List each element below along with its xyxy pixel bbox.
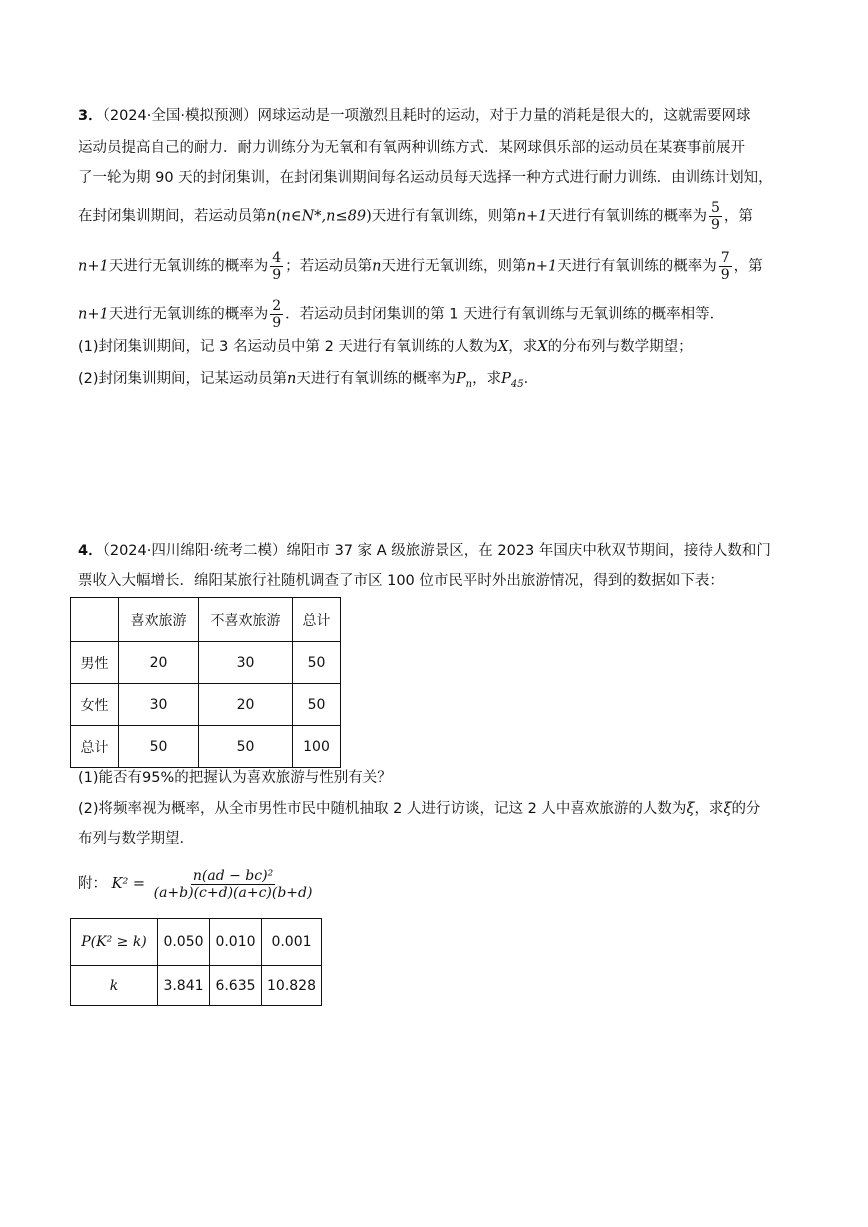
problem3-source: （2024·全国·模拟预测） xyxy=(102,108,258,124)
problem3-line1 xyxy=(78,106,750,126)
problem4-question2: (2)将频率视为概率，从全市男性市民中随机抽取 2 人进行访谈，记这 2 人中喜欢旅游的人数为ξ，求ξ的分 xyxy=(78,801,761,817)
problem3-text: 网球运动是一项激烈且耗时的运动，对于力量的消耗是很大的，这就需要网球 xyxy=(257,108,751,124)
table-row: k 3.841 6.635 10.828 xyxy=(71,966,322,1006)
k-squared-fraction: $\frac{\text{n(ad − bc)²}}{(a+b)(c+d)(a+c)(b+d)}$ xyxy=(153,867,313,901)
fraction-7-9: $\frac{7}{9}$ xyxy=(720,250,730,283)
problem3-line2: 运动员提高自己的耐力．耐力训练分为无氧和有氧两种训练方式．某网球俱乐部的运动员在某赛事前展开 xyxy=(78,140,745,156)
survey-table xyxy=(70,597,341,768)
problem3-line3: 了一轮为期 90 天的封闭集训，在封闭集训期间每名运动员每天选择一种方式进行耐力训练．由训练计划知， xyxy=(78,170,773,186)
problem4-number: 4． xyxy=(78,543,103,559)
fraction-5-9: $\frac{5}{9}$ xyxy=(710,200,720,233)
table-row: 喜欢旅游 不喜欢旅游 总计 xyxy=(71,598,341,642)
problem4-line1: 4．（2024·四川绵阳·统考二模）绵阳市 37 家 A 级旅游景区，在 2023 年国庆中秋双节期间，接待人数和门 xyxy=(78,543,771,559)
problem4-question1: (1)能否有95%的把握认为喜欢旅游与性别有关？ xyxy=(78,770,392,786)
problem3-line6: n+1天进行无氧训练的概率为 $\frac{2}{9}$ ．若运动员封闭集训的第 1 天进行有氧训练与无氧训练的概率相等． xyxy=(78,298,725,331)
appendix-formula: 附： K² = $\frac{\text{n(ad − bc)²}}{(a+b)(c+d)(a+c)(b+d)}$ xyxy=(78,867,313,901)
critical-value-table xyxy=(70,918,322,1006)
condition: n∈N*,n≤89 xyxy=(281,208,367,225)
fraction-4-9: $\frac{4}{9}$ xyxy=(272,250,282,283)
table-row: 女性 30 20 50 xyxy=(71,684,341,726)
problem3-question1: (1)封闭集训期间，记 3 名运动员中第 2 天进行有氧训练的人数为X，求X的分布列与数学期望； xyxy=(78,339,693,355)
problem4-line2: 票收入大幅增长．绵阳某旅行社随机调查了市区 100 位市民平时外出旅游情况，得到的数据如下表： xyxy=(78,573,724,589)
problem3-number: 3． xyxy=(78,108,103,124)
var-n: n xyxy=(266,208,276,225)
table-row: 总计 50 50 100 xyxy=(71,726,341,768)
table-row: 男性 20 30 50 xyxy=(71,642,341,684)
fraction-2-9: $\frac{2}{9}$ xyxy=(272,298,282,331)
problem3-line4: 在封闭集训期间，若运动员第n(n∈N*,n≤89)天进行有氧训练，则第n+1天进行有氧训练的概率为 $\frac{5}{9}$ ，第 xyxy=(78,200,753,233)
problem3-line5: n+1天进行无氧训练的概率为 $\frac{4}{9}$ ；若运动员第n天进行无氧训练，则第n+1天进行有氧训练的概率为 $\frac{7}{9}$ ，第 xyxy=(78,250,763,283)
problem4-question2-cont: 布列与数学期望． xyxy=(78,831,194,847)
problem3-question2: (2)封闭集训期间，记某运动员第n天进行有氧训练的概率为$P_n$，求$P_{45}$． xyxy=(78,371,539,390)
problem4-source: （2024·四川绵阳·统考二模） xyxy=(102,543,287,559)
table-row: P(K² ≥ k) 0.050 0.010 0.001 xyxy=(71,919,322,966)
